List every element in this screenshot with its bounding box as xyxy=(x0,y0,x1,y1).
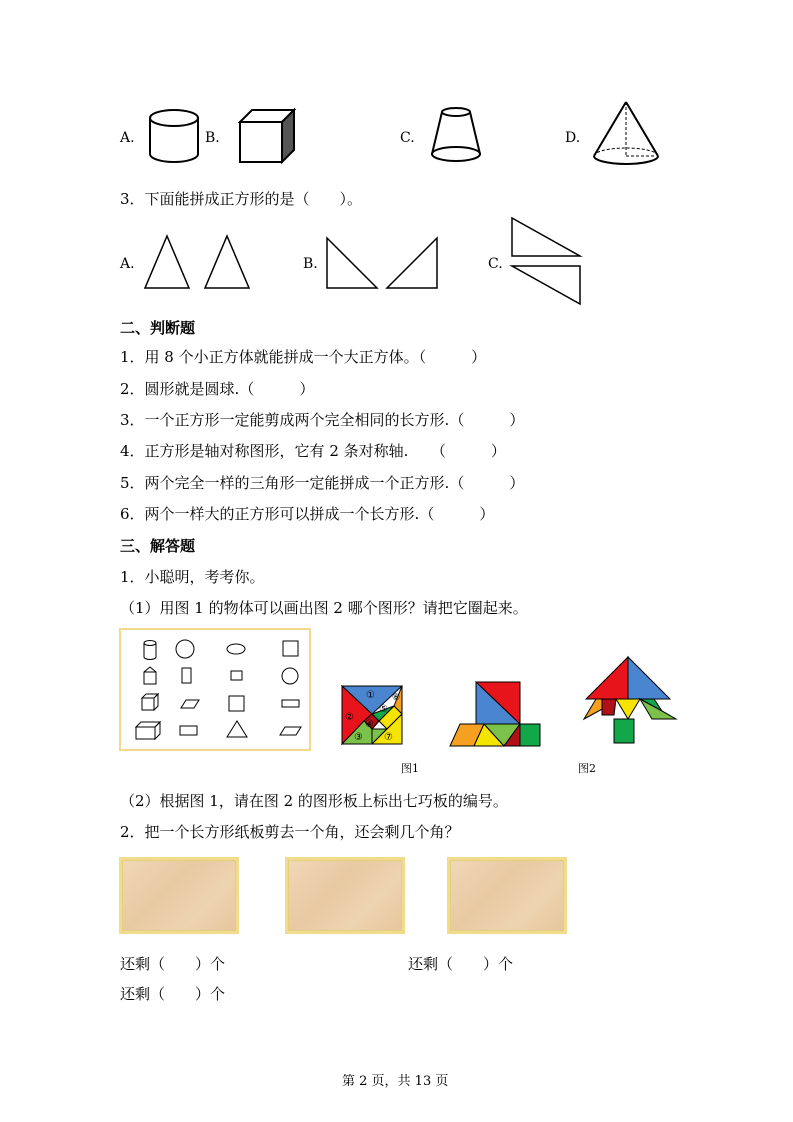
s3-q2-stem: 2．把一个长方形纸板剪去一个角，还会剩几个角？ xyxy=(120,823,460,841)
answer-1: 还剩（ ）个 xyxy=(120,955,226,973)
q2-option-b-label: B. xyxy=(205,130,220,146)
two-long-triangles-icon xyxy=(510,216,585,308)
cone-icon xyxy=(592,100,660,166)
tangram-number-2: ② xyxy=(345,712,354,723)
q3-stem: 3．下面能拼成正方形的是（ ）。 xyxy=(120,190,363,208)
two-right-triangles-icon xyxy=(325,234,440,292)
q3-option-b-label: B. xyxy=(303,256,318,272)
frustum-icon xyxy=(430,106,482,164)
two-isosceles-triangles-icon xyxy=(143,234,253,292)
cube-icon xyxy=(238,108,298,164)
judge-item-6: 6．两个一样大的正方形可以拼成一个长方形.（ ） xyxy=(120,505,495,523)
tangram-number-1: ① xyxy=(366,690,375,701)
q3-option-c-label: C. xyxy=(488,256,503,272)
page-footer: 第 2 页，共 13 页 xyxy=(342,1074,449,1089)
tangram-number-7: ⑦ xyxy=(384,732,393,743)
tangram-number-4: ④ xyxy=(365,719,374,730)
judge-item-4: 4．正方形是轴对称图形，它有 2 条对称轴. （ ） xyxy=(120,442,506,460)
figure2-label: 图2 xyxy=(578,762,596,775)
section3-title: 三、解答题 xyxy=(120,537,196,555)
q2-option-d-label: D. xyxy=(565,130,581,146)
tangram-number-5: ⑤ xyxy=(379,704,388,715)
answer-3: 还剩（ ）个 xyxy=(120,985,226,1003)
section2-title: 二、判断题 xyxy=(120,319,196,337)
figure1-label: 图1 xyxy=(401,762,419,775)
figure1-objects-box xyxy=(119,628,312,752)
answer-2: 还剩（ ）个 xyxy=(408,955,514,973)
cylinder-icon xyxy=(146,108,202,164)
judge-item-3: 3．一个正方形一定能剪成两个完全相同的长方形.（ ） xyxy=(120,411,525,429)
s3-q1-stem: 1．小聪明，考考你。 xyxy=(120,568,265,586)
tangram-tree-figure xyxy=(582,655,678,747)
q2-option-c-label: C. xyxy=(400,130,415,146)
judge-item-2: 2．圆形就是圆球.（ ） xyxy=(120,380,315,398)
s3-q1-part1: （1）用图 1 的物体可以画出图 2 哪个图形？请把它圈起来。 xyxy=(120,599,528,617)
judge-item-5: 5．两个完全一样的三角形一定能拼成一个正方形.（ ） xyxy=(120,474,525,492)
tangram-number-6: ⑥ xyxy=(392,693,401,703)
q2-option-a-label: A. xyxy=(120,130,135,146)
cardboard-rectangle-2 xyxy=(285,857,405,934)
tangram-house-figure xyxy=(448,680,542,748)
tangram-number-3: ③ xyxy=(354,732,363,743)
s3-q1-part2: （2）根据图 1，请在图 2 的图形板上标出七巧板的编号。 xyxy=(120,792,508,810)
judge-item-1: 1．用 8 个小正方体就能拼成一个大正方体。（ ） xyxy=(120,348,487,366)
q3-option-a-label: A. xyxy=(120,256,135,272)
cardboard-rectangle-3 xyxy=(447,857,567,934)
cardboard-rectangle-1 xyxy=(119,857,239,934)
numbered-tangram-square xyxy=(340,684,404,746)
